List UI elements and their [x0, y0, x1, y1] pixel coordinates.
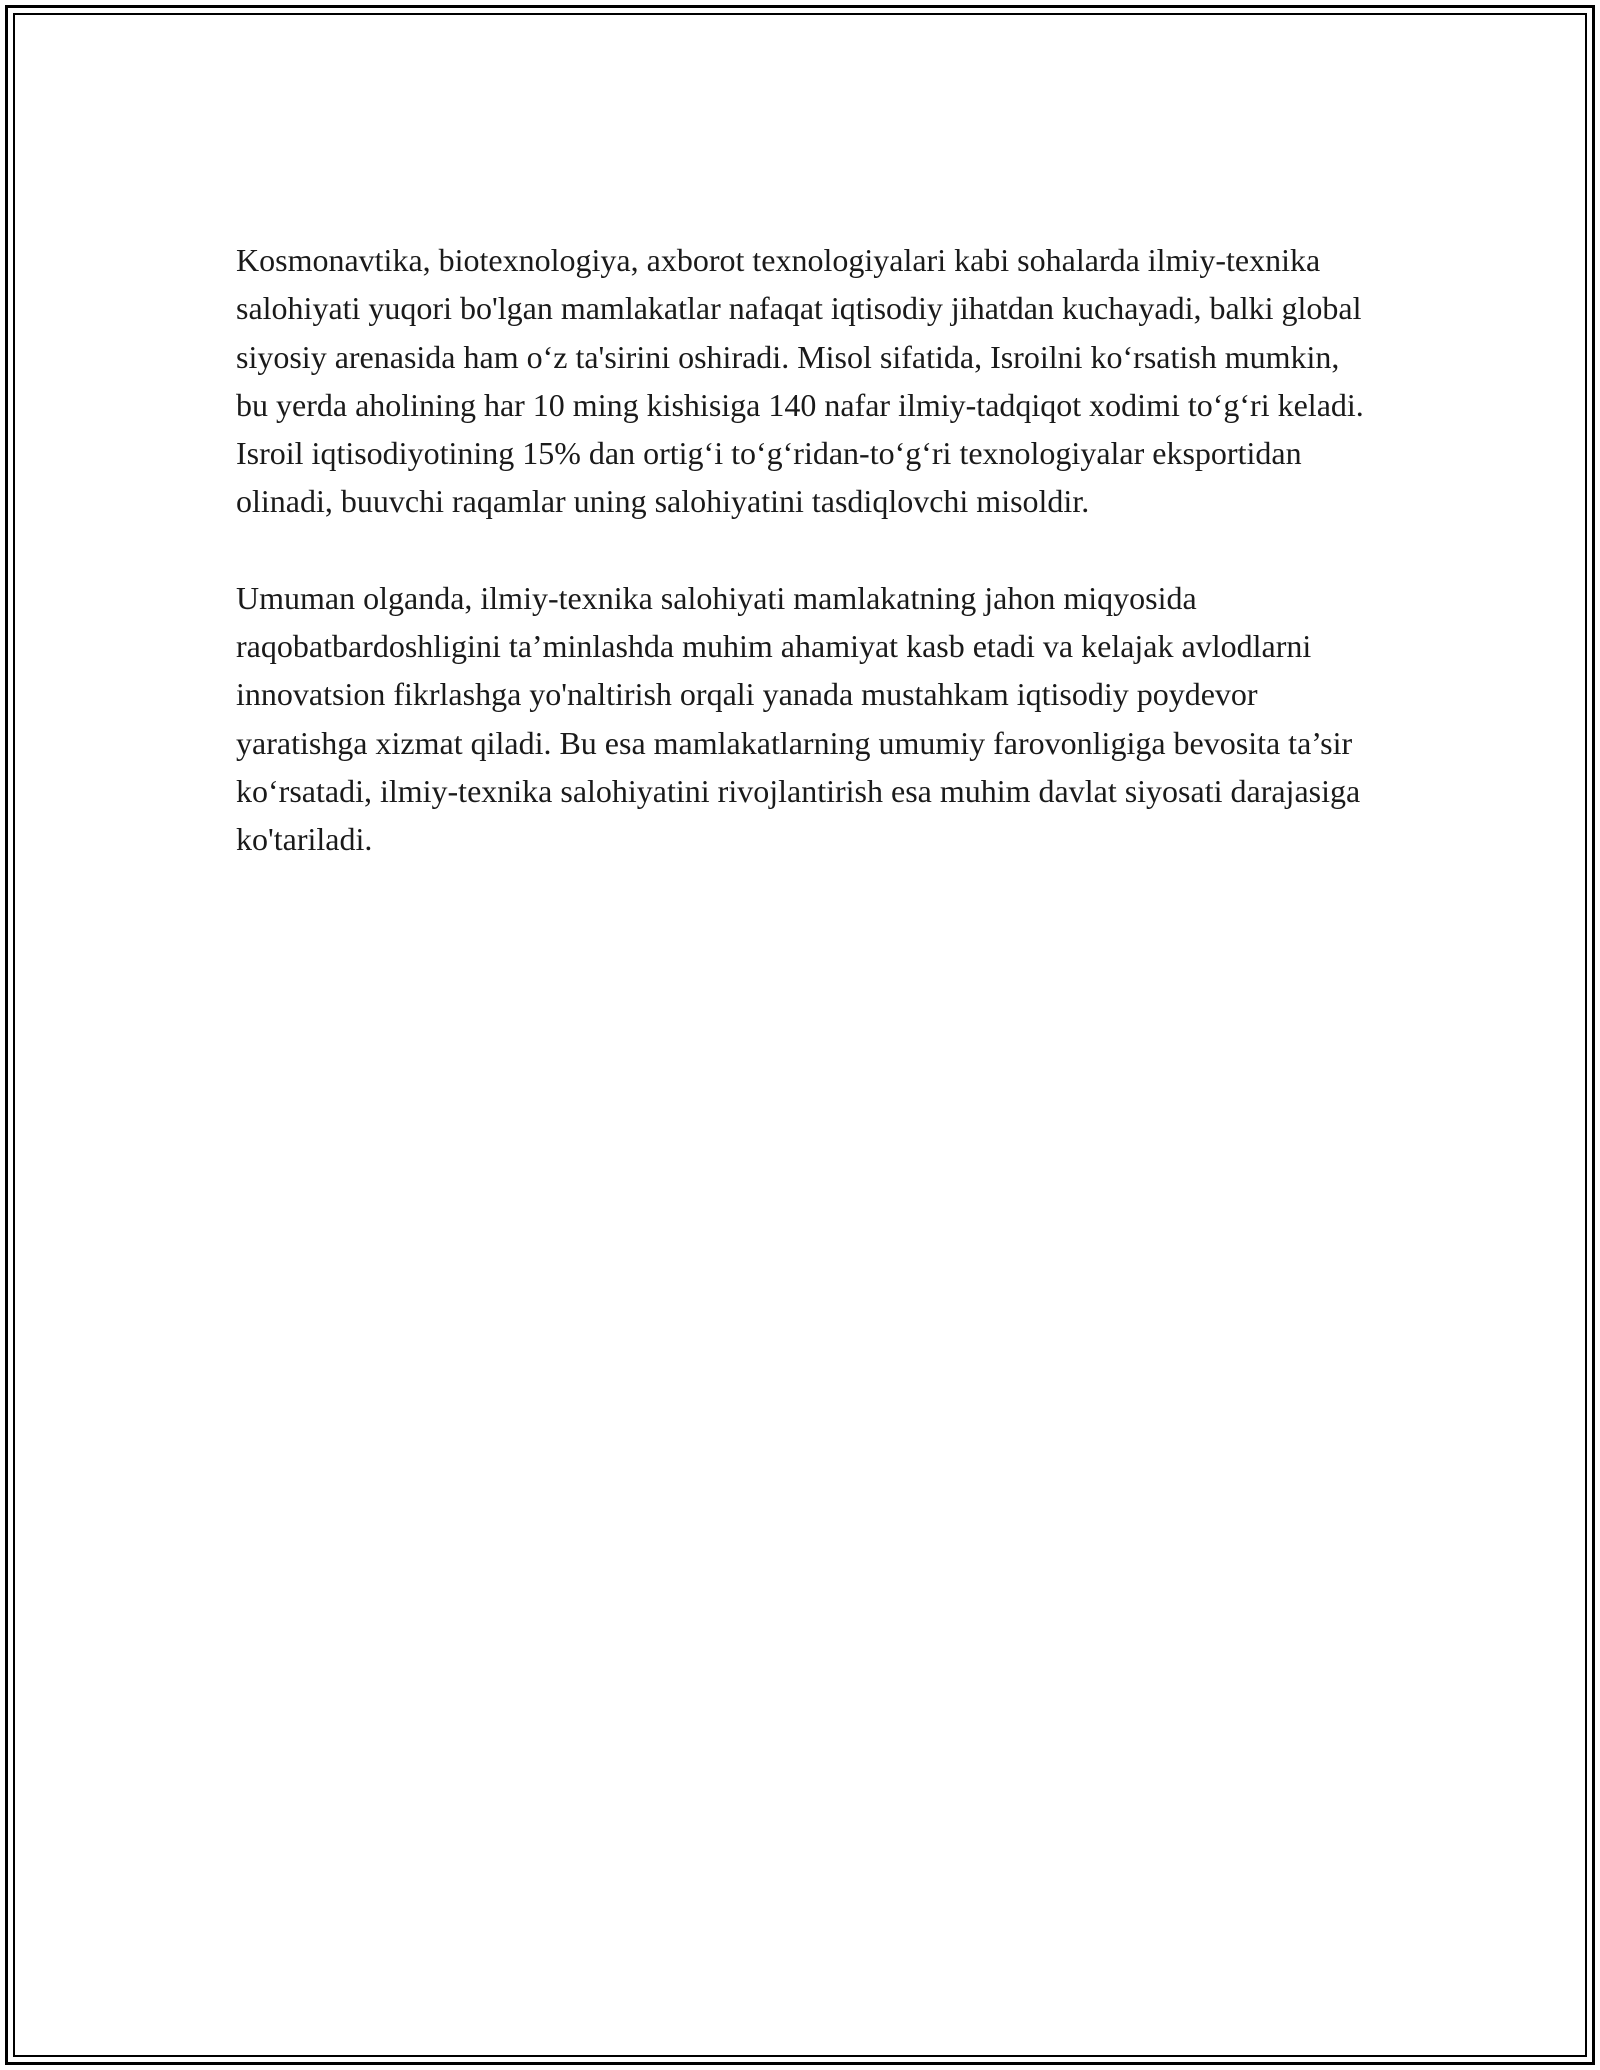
paragraph-2: Umuman olganda, ilmiy-texnika salohiyati mamlakatning jahon miqyosida raqobatbardoshligini ta’minlashda muhim ahamiyat kasb etadi va kelajak avlodlarni innovatsion fikrlashga yo'naltirish orqali yanada mustahkam iqtisodiy poydevor yaratishga xizmat qiladi. Bu esa mamlakatlarning umumiy farovonligiga bevosita ta’sir koʻrsatadi, ilmiy-texnika salohiyatini rivojlantirish esa muhim davlat siyosati darajasiga ko'tariladi.	[236, 579, 1361, 858]
document-body	[236, 236, 1376, 912]
paragraph-1: Kosmonavtika, biotexnologiya, axborot texnologiyalari kabi sohalarda ilmiy-texnika salohiyati yuqori bo'lgan mamlakatlar nafaqat iqtisodiy jihatdan kuchayadi, balki global siyosiy arenasida ham oʻz ta'sirini oshiradi. Misol sifatida, Isroilni koʻrsatish mumkin, bu yerda aholining har 10 ming kishisiga 140 nafar ilmiy-tadqiqot xodimi toʻgʻri keladi. Isroil iqtisodiyotining 15% dan ortigʻi toʻgʻridan-toʻgʻri texnologiyalar eksportidan olinadi, buuvchi raqamlar uning salohiyatini tasdiqlovchi misoldir.	[236, 242, 1364, 520]
